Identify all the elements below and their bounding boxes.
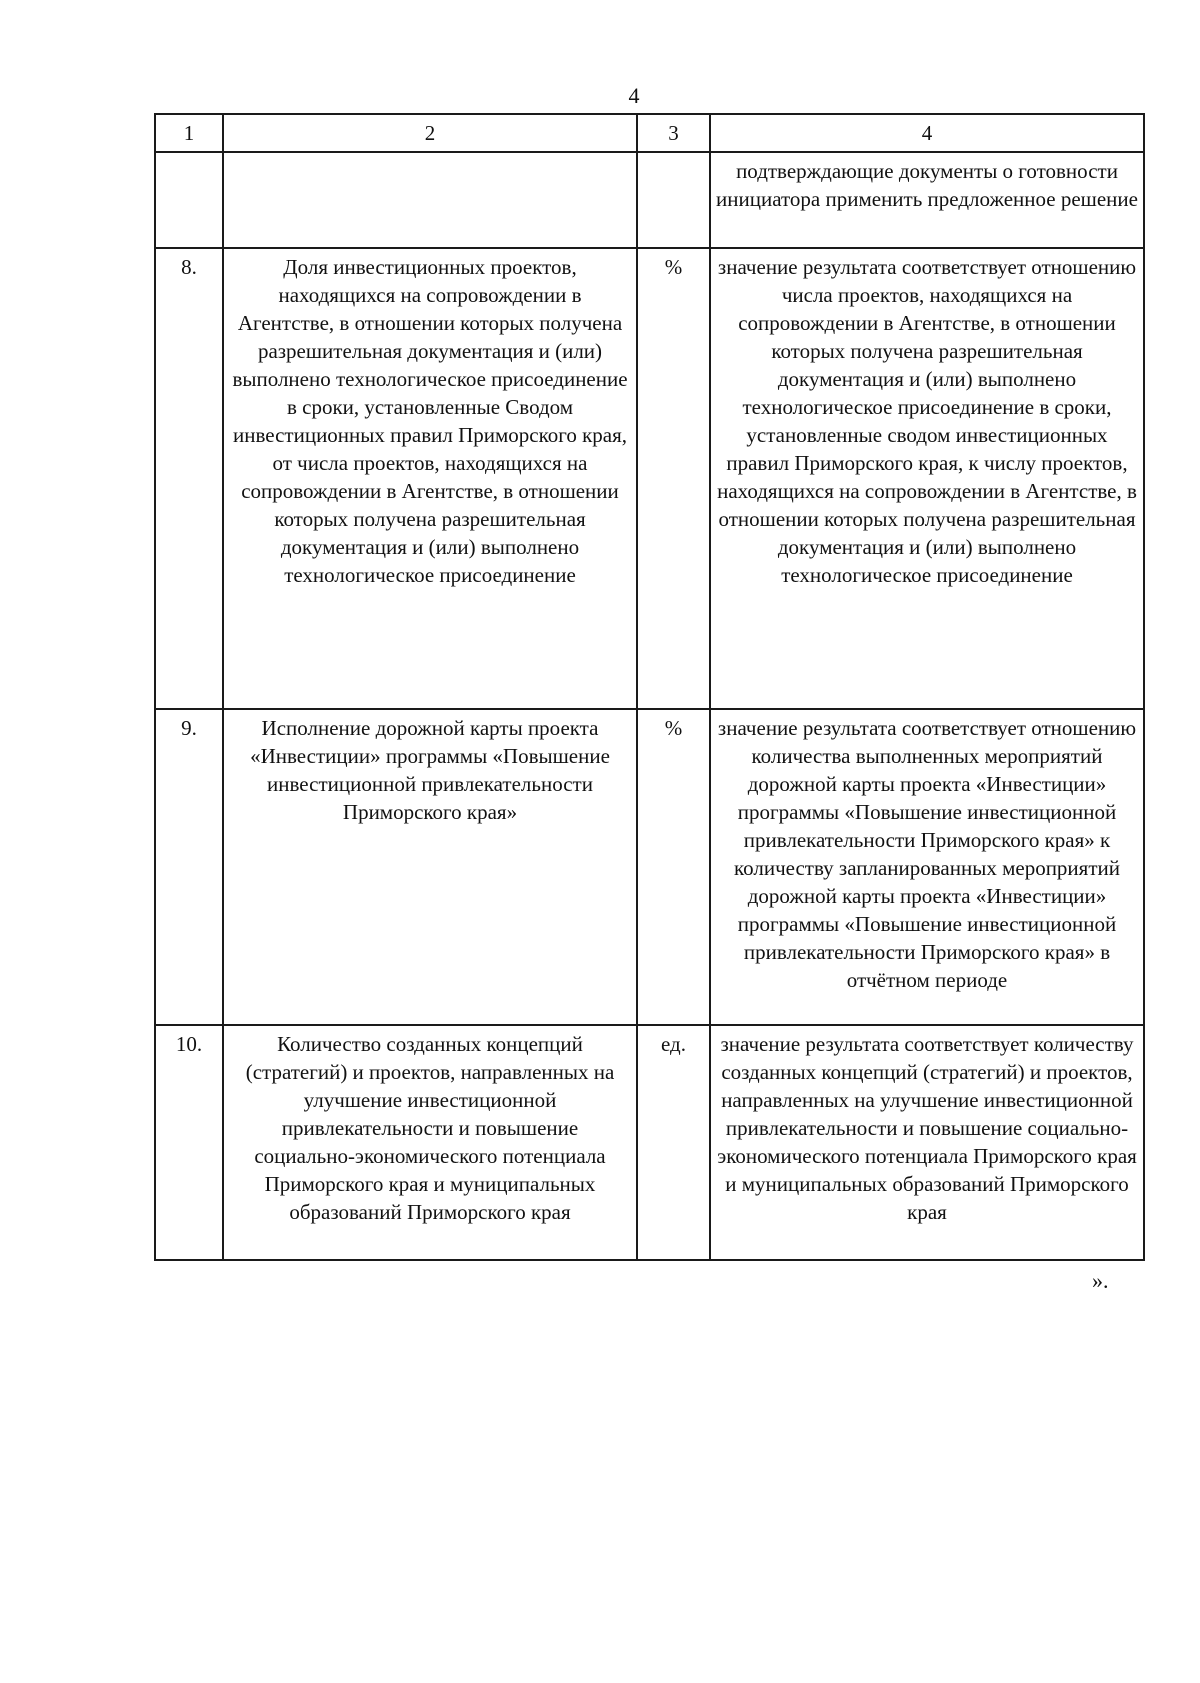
cell-unit: % — [637, 709, 710, 1025]
cell-name: Количество созданных концепций (стратегий) и проектов, направленных на улучшение инвестиционной привлекательности и повышение социально-экономического потенциала Приморского края и муниципальных образований Приморского края — [223, 1025, 637, 1260]
cell-name: Исполнение дорожной карты проекта «Инвестиции» программы «Повышение инвестиционной привлекательности Приморского края» — [223, 709, 637, 1025]
cell-name: Доля инвестиционных проектов, находящихся на сопровождении в Агентстве, в отношении которых получена разрешительная документация и (или) выполнено технологическое присоединение в сроки, установленные Сводом инвестиционных правил Приморского края, от числа проектов, находящихся на сопровождении в Агентстве, в отношении которых получена разрешительная документация и (или) выполнено технологическое присоединение — [223, 248, 637, 709]
cell-description: подтверждающие документы о готовности инициатора применить предложенное решение — [710, 152, 1144, 248]
cell-unit — [637, 152, 710, 248]
header-col-4: 4 — [710, 114, 1144, 152]
cell-num: 9. — [155, 709, 223, 1025]
results-table — [154, 113, 1145, 1261]
cell-num: 8. — [155, 248, 223, 709]
header-col-3: 3 — [637, 114, 710, 152]
cell-num: 10. — [155, 1025, 223, 1260]
cell-description: значение результата соответствует отношению числа проектов, находящихся на сопровождении в Агентстве, в отношении которых получена разрешительная документация и (или) выполнено технологическое присоединение в сроки, установленные сводом инвестиционных правил Приморского края, к числу проектов, находящихся на сопровождении в Агентстве, в отношении которых получена разрешительная документация и (или) выполнено технологическое присоединение — [710, 248, 1144, 709]
table-row — [155, 709, 1144, 1025]
header-col-2: 2 — [223, 114, 637, 152]
header-col-1: 1 — [155, 114, 223, 152]
page-number: 4 — [628, 83, 640, 108]
cell-unit: % — [637, 248, 710, 709]
table-header-row — [155, 114, 1144, 152]
table-row — [155, 248, 1144, 709]
cell-num — [155, 152, 223, 248]
cell-name — [223, 152, 637, 248]
cell-unit: ед. — [637, 1025, 710, 1260]
closing-quote-mark: ». — [1092, 1268, 1109, 1293]
cell-description: значение результата соответствует количеству созданных концепций (стратегий) и проектов, направленных на улучшение инвестиционной привлекательности и повышение социально-экономического потенциала Приморского края и муниципальных образований Приморского края — [710, 1025, 1144, 1260]
cell-description: значение результата соответствует отношению количества выполненных мероприятий дорожной карты проекта «Инвестиции» программы «Повышение инвестиционной привлекательности Приморского края» к количеству запланированных мероприятий дорожной карты проекта «Инвестиции» программы «Повышение инвестиционной привлекательности Приморского края» в отчётном периоде — [710, 709, 1144, 1025]
table-row-continuation — [155, 152, 1144, 248]
table-row — [155, 1025, 1144, 1260]
